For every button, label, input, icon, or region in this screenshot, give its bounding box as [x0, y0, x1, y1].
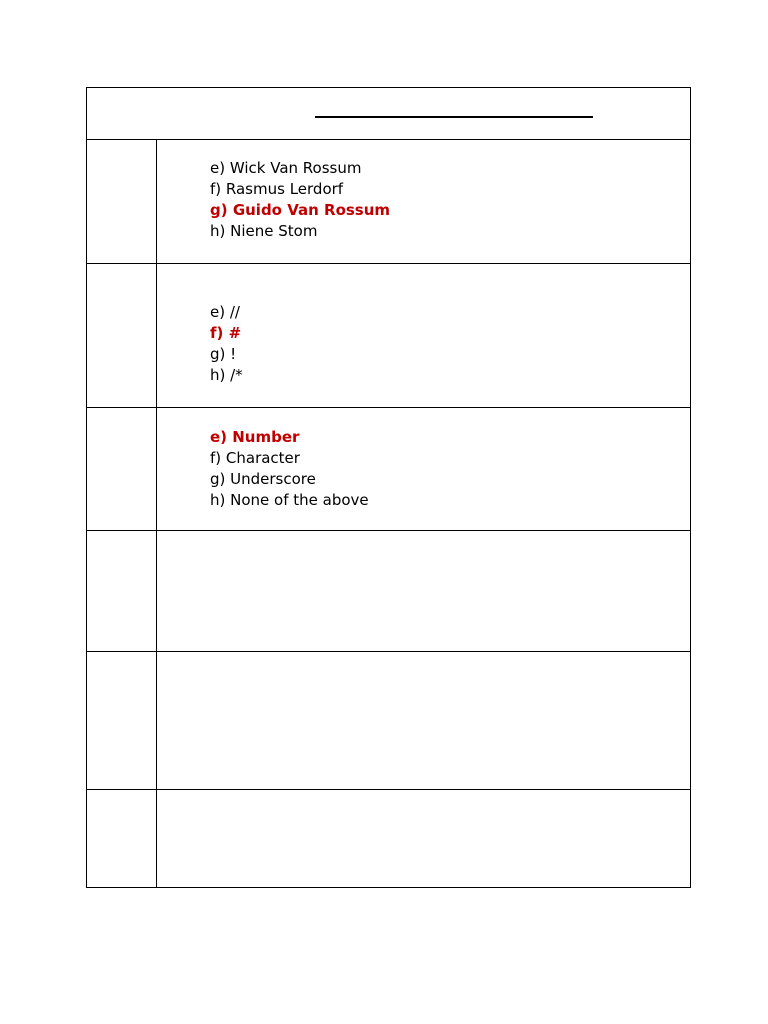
empty-answer-cell: [157, 531, 690, 651]
option: h) None of the above: [210, 491, 369, 509]
option: e) Wick Van Rossum: [210, 159, 362, 177]
empty-answer-cell: [157, 652, 690, 789]
option: g) Underscore: [210, 470, 316, 488]
option: e) //: [210, 303, 240, 321]
correct-option: e) Number: [210, 428, 300, 446]
option: h) Niene Stom: [210, 222, 318, 240]
option: f) Rasmus Lerdorf: [210, 180, 344, 198]
correct-option: g) Guido Van Rossum: [210, 201, 391, 219]
question-2-options: [210, 302, 243, 386]
question-3-options: [210, 427, 369, 511]
title-blank-line: [315, 116, 593, 118]
quiz-table: [86, 87, 691, 888]
question-1-options: [210, 158, 390, 242]
option: f) Character: [210, 449, 300, 467]
row-divider: [87, 139, 690, 140]
correct-option: f) #: [210, 324, 242, 342]
option: g) !: [210, 345, 237, 363]
row-divider: [87, 263, 690, 264]
empty-answer-cell: [157, 790, 690, 887]
row-divider: [87, 407, 690, 408]
option: h) /*: [210, 366, 243, 384]
